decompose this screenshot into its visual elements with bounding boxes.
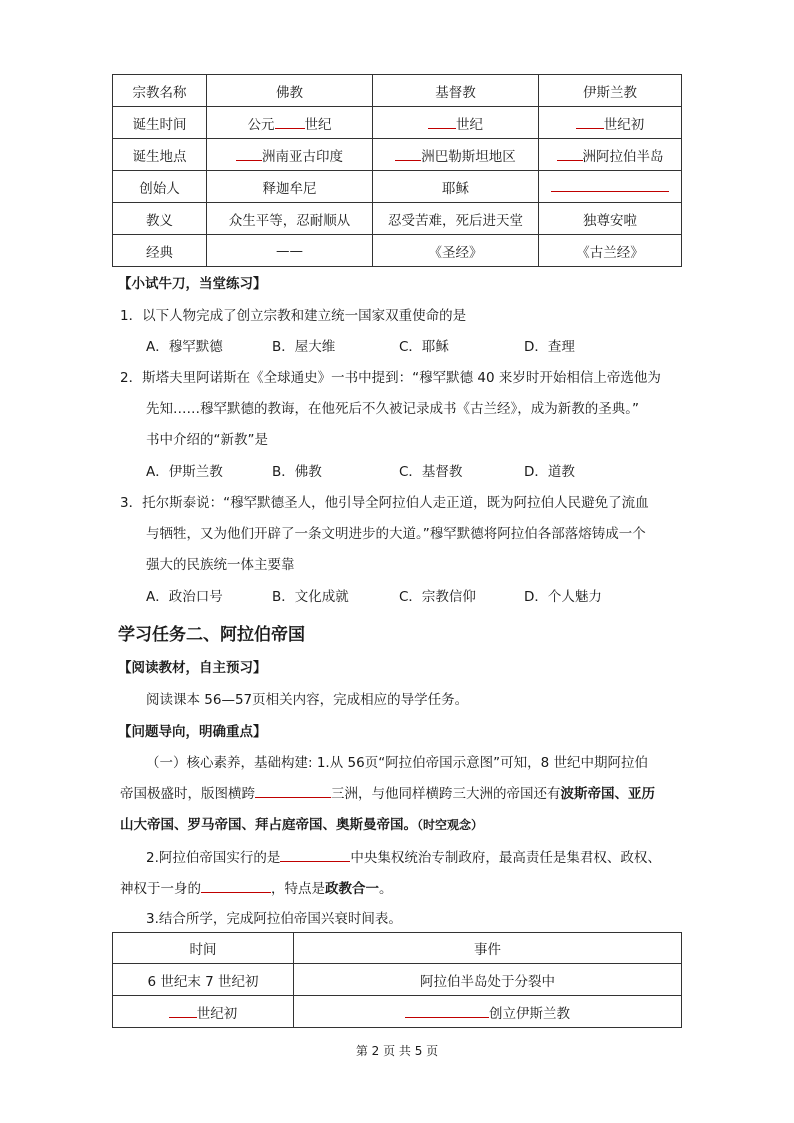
religion-table [112,74,682,267]
option-d[interactable]: D．个人魅力 [524,589,602,605]
table-cell [539,139,682,171]
question-3-line: 与牺牲，又为他们开辟了一条文明进步的大道。”穆罕默德将阿拉伯各部落熔铸成一个 [146,526,646,542]
option-c[interactable]: C．耶稣 [399,339,449,355]
table-row [113,171,682,203]
table-cell: 6 世纪末 7 世纪初 [113,964,294,996]
table-cell: 独尊安啦 [539,203,682,235]
question-1-stem: 1．以下人物完成了创立宗教和建立统一国家双重使命的是 [120,308,467,324]
option-a[interactable]: A．穆罕默德 [146,339,223,355]
table-row [113,107,682,139]
fill-blank[interactable] [169,1003,197,1018]
question-3-line: 3．托尔斯泰说：“穆罕默德圣人，他引导全阿拉伯人走正道，既为阿拉伯人民避免了流血 [120,495,649,511]
table-row [113,139,682,171]
option-b[interactable]: B．屋大维 [272,339,336,355]
text-span: 三洲，与他同样横跨三大洲的帝国还有 [331,786,561,802]
table-cell: 阿拉伯半岛处于分裂中 [294,964,682,996]
text-span: 。 [379,881,393,897]
option-d[interactable]: D．查理 [524,339,575,355]
read-instruction: 阅读课本 56—57页相关内容，完成相应的导学任务。 [146,692,469,708]
section-title: 学习任务二、阿拉伯帝国 [118,625,305,645]
option-c[interactable]: C．基督教 [399,464,463,480]
timeline-table [112,932,682,1028]
row-label: 宗教名称 [113,75,207,107]
note-text: （时空观念） [417,818,484,832]
read-header: 【阅读教材，自主预习】 [118,660,267,676]
row-label: 经典 [113,235,207,267]
table-row [113,235,682,267]
row-label: 教义 [113,203,207,235]
question-2-line: 2．斯塔夫里阿诺斯在《全球通史》一书中提到：“穆罕默德 40 来岁时开始相信上帝选他为 [120,370,661,386]
fill-blank[interactable] [201,878,271,893]
option-a[interactable]: A．政治口号 [146,589,223,605]
table-cell: 伊斯兰教 [539,75,682,107]
text-span: 2.阿拉伯帝国实行的是 [146,850,281,866]
fill-blank[interactable] [405,1003,489,1018]
fill-blank[interactable] [557,146,583,161]
fill-blank[interactable] [395,146,421,161]
table-cell [539,171,682,203]
paragraph-line: 3.结合所学，完成阿拉伯帝国兴衰时间表。 [146,911,402,927]
text-span: 帝国极盛时，版图横跨 [120,786,255,802]
table-row [113,75,682,107]
question-1-options [146,335,666,355]
paragraph-line [146,846,661,866]
paragraph-line: （一）核心素养，基础构建: 1.从 56页“阿拉伯帝国示意图”可知，8 世纪中期阿拉伯 [146,755,649,771]
column-header: 事件 [294,933,682,964]
fill-blank[interactable] [576,114,604,129]
table-row [113,203,682,235]
fill-blank[interactable] [255,783,331,798]
table-cell: 基督教 [373,75,539,107]
question-2-line: 先知……穆罕默德的教诲，在他死后不久被记录成书《古兰经》，成为新教的圣典。” [146,401,639,417]
paragraph-line [120,782,655,802]
table-cell [207,139,373,171]
fill-blank[interactable] [280,847,350,862]
table-cell: —— [207,235,373,267]
fill-blank[interactable] [428,114,456,129]
guide-header: 【问题导向，明确重点】 [118,724,267,740]
practice-header: 【小试牛刀，当堂练习】 [118,276,267,292]
option-d[interactable]: D．道教 [524,464,575,480]
row-label: 创始人 [113,171,207,203]
table-row [113,996,682,1028]
cell-text: 世纪初 [603,116,645,133]
table-cell: 《古兰经》 [539,235,682,267]
table-cell: 释迦牟尼 [207,171,373,203]
question-2-options [146,460,666,480]
table-header-row [113,933,682,964]
paragraph-line [120,813,483,833]
cell-text: 创立伊斯兰教 [489,1005,570,1022]
table-cell [207,107,373,139]
column-header: 时间 [113,933,294,964]
text-span: 中央集权统治专制政府，最高责任是集君权、政权、 [350,850,661,866]
option-c[interactable]: C．宗教信仰 [399,589,476,605]
question-2-line: 书中介绍的“新教”是 [146,432,268,448]
fill-blank[interactable] [275,114,305,129]
bold-text: 山大帝国、罗马帝国、拜占庭帝国、奥斯曼帝国。 [120,817,417,833]
cell-text: 世纪 [304,116,332,133]
table-row [113,964,682,996]
text-span: ，特点是 [271,881,325,897]
fill-blank[interactable] [551,177,669,192]
option-b[interactable]: B．佛教 [272,464,322,480]
table-cell: 《圣经》 [373,235,539,267]
table-cell [373,107,539,139]
paragraph-line [120,877,393,897]
text-span: 神权于一身的 [120,881,201,897]
fill-blank[interactable] [236,146,262,161]
table-cell: 佛教 [207,75,373,107]
cell-text: 洲阿拉伯半岛 [582,148,664,165]
bold-text: 政教合一 [325,881,379,897]
cell-text: 洲南亚古印度 [262,148,343,165]
table-cell [539,107,682,139]
cell-text: 洲巴勒斯坦地区 [421,148,516,165]
row-label: 诞生地点 [113,139,207,171]
question-3-options [146,585,666,605]
table-cell [373,139,539,171]
table-cell [294,996,682,1028]
table-cell [113,996,294,1028]
bold-text: 波斯帝国、亚历 [560,786,655,802]
question-3-line: 强大的民族统一体主要靠 [146,557,295,573]
table-cell: 耶稣 [373,171,539,203]
option-b[interactable]: B．文化成就 [272,589,349,605]
cell-text: 公元 [247,116,275,133]
table-cell: 众生平等，忍耐顺从 [207,203,373,235]
option-a[interactable]: A．伊斯兰教 [146,464,223,480]
page-footer: 第 2 页 共 5 页 [355,1044,439,1058]
table-cell: 忍受苦难，死后进天堂 [373,203,539,235]
cell-text: 世纪 [456,116,483,133]
cell-text: 世纪初 [196,1005,238,1022]
row-label: 诞生时间 [113,107,207,139]
